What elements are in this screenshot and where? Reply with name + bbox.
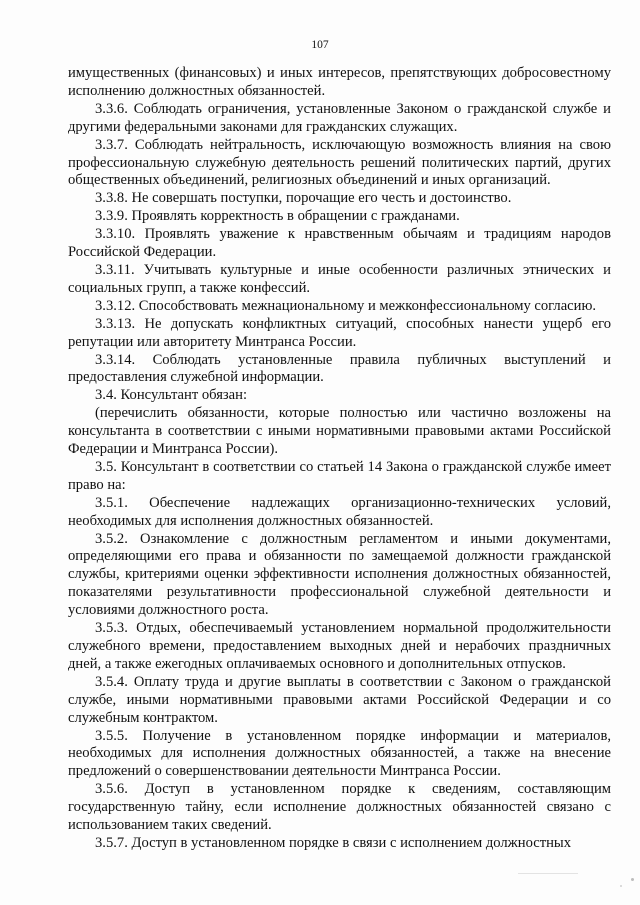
paragraph-3-3-12: 3.3.12. Способствовать межнациональному и межконфессиональному согласию. [95, 297, 597, 314]
page-number: 107 [311, 39, 329, 51]
paragraph-3-5-5: 3.5.5. Получение в установленном порядке информации и материалов, необходимых для исполнения должностных обязанностей, а также на внесение предложений о совершенствовании деятельности Минтранса России. [68, 727, 611, 780]
paragraph-3-3-13: 3.3.13. Не допускать конфликтных ситуаций, способных нанести ущерб его репутации или авторитету Минтранса России. [68, 315, 611, 350]
paragraph-3-5-2: 3.5.2. Ознакомление с должностным регламентом и иными документами, определяющими его права и обязанности по замещаемой должности гражданской службы, критериями оценки эффективности исполнения должностных обязанностей, показателями результативности профессиональной служебной деятельности и условиями должностного роста. [68, 530, 611, 619]
paragraph-3-5-7: 3.5.7. Доступ в установленном порядке в связи с исполнением должностных [95, 834, 572, 851]
paragraph-3-5-3: 3.5.3. Отдых, обеспечиваемый установлением нормальной продолжительности служебного времени, предоставлением выходных дней и нерабочих праздничных дней, а также ежегодных оплачиваемых основного и дополнительных отпусков. [68, 620, 611, 672]
scan-artifact-line [518, 873, 578, 874]
document-body [68, 65, 611, 853]
paragraph-3-3-8: 3.3.8. Не совершать поступки, порочащие его честь и достоинство. [95, 190, 512, 207]
paragraph-3-5-4: 3.5.4. Оплату труда и другие выплаты в соответствии с Законом о гражданской службе, иными нормативными правовыми актами Российской Федерации и со служебным контрактом. [68, 673, 611, 726]
paragraph-3-4: 3.4. Консультант обязан: [95, 387, 248, 404]
paragraph-3-3-10: 3.3.10. Проявлять уважение к нравственным обычаям и традициям народов Российской Федерации. [68, 226, 611, 261]
paragraph-3-3-9: 3.3.9. Проявлять корректность в обращении с гражданами. [95, 208, 460, 225]
paragraph-3-5-1: 3.5.1. Обеспечение надлежащих организационно-технических условий, необходимых для исполнения должностных обязанностей. [68, 494, 611, 529]
paragraph-3-3-6: 3.3.6. Соблюдать ограничения, установленные Законом о гражданской службе и другими федеральными законами для гражданских служащих. [68, 100, 611, 135]
paragraph-3-5-6: 3.5.6. Доступ в установленном порядке к сведениям, составляющим государственную тайну, если исполнение должностных обязанностей связано с использованием таких сведений. [68, 781, 611, 834]
paragraph-3-3-7: 3.3.7. Соблюдать нейтральность, исключающую возможность влияния на свою профессиональную служебную деятельность решений политических партий, других общественных объединений, религиозных объединений и иных организаций. [68, 136, 611, 189]
paragraph-3-4-note: (перечислить обязанности, которые полностью или частично возложены на консультанта в соответствии с иными нормативными правовыми актами Российской Федерации и Минтранса России). [68, 405, 611, 458]
paragraph-3-3-14: 3.3.14. Соблюдать установленные правила публичных выступлений и предоставления служебной информации. [68, 351, 611, 386]
paragraph-3-5: 3.5. Консультант в соответствии со статьей 14 Закона о гражданской службе имеет право на: [68, 458, 611, 493]
paragraph-continuation: имущественных (финансовых) и иных интересов, препятствующих добросовестному исполнению должностных обязанностей. [68, 65, 611, 99]
scan-artifact-speck [631, 878, 634, 881]
scan-artifact-speck [620, 885, 622, 887]
paragraph-3-3-11: 3.3.11. Учитывать культурные и иные особенности различных этнических и социальных групп, а также конфессий. [68, 261, 611, 296]
